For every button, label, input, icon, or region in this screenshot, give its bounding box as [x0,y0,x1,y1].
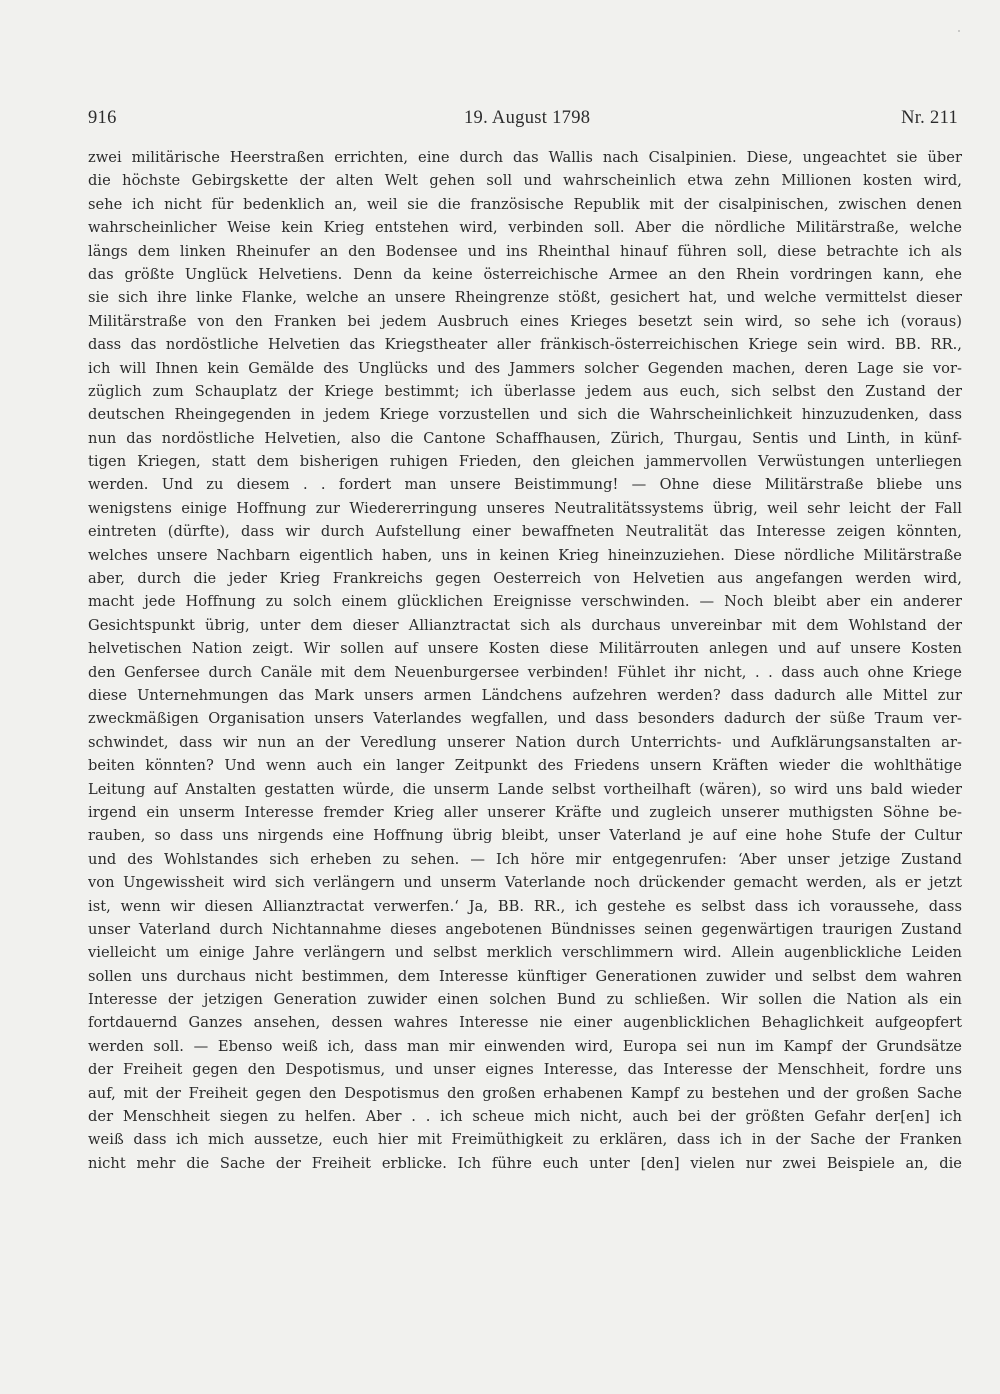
text-line: welches unsere Nachbarn eigentlich haben, uns in keinen Krieg hineinzuziehen. Diese nördliche Militärstraße [88,546,962,564]
text-line: der Freiheit gegen den Despotismus, und unser eignes Interesse, das Interesse der Menschheit, fordre uns [88,1061,962,1079]
text-line: irgend ein unserm Interesse fremder Krieg aller unserer Kräfte und zugleich unserer muthigsten Söhne be- [88,803,962,821]
text-line: nun das nordöstliche Helvetien, also die Cantone Schaffhausen, Zürich, Thurgau, Sentis und Linth, in künf- [88,429,962,447]
text-line: Leitung auf Anstalten gestatten würde, die unserm Lande selbst vortheilhaft (wären), so wird uns bald wieder [88,780,962,798]
header-date: 19. August 1798 [464,108,591,128]
text-line: ich will Ihnen kein Gemälde des Unglücks und des Jammers solcher Gegenden machen, deren Lage sie vor- [88,359,962,377]
text-line: eintreten (dürfte), dass wir durch Aufstellung einer bewaffneten Neutralität das Interesse zeigen könnten, [88,523,962,541]
body-text [88,146,962,1175]
text-line: dass das nordöstliche Helvetien das Kriegstheater aller fränkisch-österreichischen Kriege sein wird. BB. RR., [88,336,962,354]
text-line: der Menschheit siegen zu helfen. Aber . . ich scheue mich nicht, auch bei der größten Gefahr der[en] ich [88,1108,962,1126]
text-line: Militärstraße von den Franken bei jedem Ausbruch eines Krieges besetzt sein wird, so sehe ich (voraus) [88,312,962,330]
text-line: schwindet, dass wir nun an der Veredlung unserer Nation durch Unterrichts- und Aufklärungsanstalten ar- [88,733,962,751]
text-line: züglich zum Schauplatz der Kriege bestimmt; ich überlasse jedem aus euch, sich selbst den Zustand der [88,382,962,400]
text-line: helvetischen Nation zeigt. Wir sollen auf unsere Kosten diese Militärrouten anlegen und auf unsere Kosten [88,640,962,658]
text-line: das größte Unglück Helvetiens. Denn da keine österreichische Armee an den Rhein vordringen kann, ehe [88,265,962,283]
text-line: sehe ich nicht für bedenklich an, weil sie die französische Republik mit der cisalpinischen, zwischen denen [88,195,962,213]
text-line: nicht mehr die Sache der Freiheit erblicke. Ich führe euch unter [den] vielen nur zwei Beispiele an, die [88,1154,962,1172]
text-line: weiß dass ich mich aussetze, euch hier mit Freimüthigkeit zu erklären, dass ich in der Sache der Franken [88,1131,962,1149]
text-line: den Genfersee durch Canäle mit dem Neuenburgersee verbinden! Fühlet ihr nicht, . . dass auch ohne Kriege [88,663,962,681]
text-line: fortdauernd Ganzes ansehen, dessen wahres Interesse nie einer augenblicklichen Behaglichkeit aufgeopfert [88,1014,962,1032]
text-line: Interesse der jetzigen Generation zuwider einen solchen Bund zu schließen. Wir sollen die Nation als ein [88,991,962,1009]
text-line: sollen uns durchaus nicht bestimmen, dem Interesse künftiger Generationen zuwider und selbst dem wahren [88,967,962,985]
text-line: sie sich ihre linke Flanke, welche an unsere Rheingrenze stößt, gesichert hat, und welche vermittelst dieser [88,289,962,307]
text-line: von Ungewissheit wird sich verlängern und unserm Vaterlande noch drückender gemacht werden, als er jetzt [88,874,962,892]
page-number: 916 [88,108,117,128]
text-line: vielleicht um einige Jahre verlängern und selbst merklich verschlimmern wird. Allein augenblickliche Leiden [88,944,962,962]
text-line: wahrscheinlicher Weise kein Krieg entstehen wird, verbinden soll. Aber die nördliche Militärstraße, welche [88,219,962,237]
text-line: wenigstens einige Hoffnung zur Wiedererringung unseres Neutralitätssystems übrig, weil sehr leicht der Fall [88,499,962,517]
text-line: Gesichtspunkt übrig, unter dem dieser Allianztractat sich als durchaus unvereinbar mit dem Wohlstand der [88,616,962,634]
text-line: zweckmäßigen Organisation unsers Vaterlandes wegfallen, und dass besonders dadurch der süße Traum ver- [88,710,962,728]
text-line: und des Wohlstandes sich erheben zu sehen. — Ich höre mir entgegenrufen: ‘Aber unser jetzige Zustand [88,850,962,868]
text-line: deutschen Rheingegenden in jedem Kriege vorzustellen und sich die Wahrscheinlichkeit hinzuzudenken, dass [88,406,962,424]
text-line: rauben, so dass uns nirgends eine Hoffnung übrig bleibt, unser Vaterland je auf eine hohe Stufe der Cultur [88,827,962,845]
text-line: werden. Und zu diesem . . fordert man unsere Beistimmung! — Ohne diese Militärstraße bliebe uns [88,476,962,494]
running-header [88,108,958,132]
document-number: Nr. 211 [901,108,958,128]
text-line: diese Unternehmungen das Mark unsers armen Ländchens aufzehren werden? dass dadurch alle Mittel zur [88,686,962,704]
text-line: beiten könnten? Und wenn auch ein langer Zeitpunkt des Friedens unsern Kräften wieder die wohlthätige [88,757,962,775]
text-line: unser Vaterland durch Nichtannahme dieses angebotenen Bündnisses seinen gegenwärtigen traurigen Zustand [88,920,962,938]
text-line: werden soll. — Ebenso weiß ich, dass man mir einwenden wird, Europa sei nun im Kampf der Grundsätze [88,1037,962,1055]
text-line: längs dem linken Rheinufer an den Bodensee und ins Rheinthal hinauf führen soll, diese betrachte ich als [88,242,962,260]
paper-speck [958,30,960,32]
text-line: die höchste Gebirgskette der alten Welt gehen soll und wahrscheinlich etwa zehn Millionen kosten wird, [88,172,962,190]
text-line: zwei militärische Heerstraßen errichten, eine durch das Wallis nach Cisalpinien. Diese, ungeachtet sie über [88,149,962,166]
text-line: macht jede Hoffnung zu solch einem glücklichen Ereignisse verschwinden. — Noch bleibt aber ein anderer [88,593,962,611]
text-line: aber, durch die jeder Krieg Frankreichs gegen Oesterreich von Helvetien aus angefangen werden wird, [88,570,962,588]
text-line: ist, wenn wir diesen Allianztractat verwerfen.‘ Ja, BB. RR., ich gestehe es selbst dass ich voraussehe, dass [88,897,962,915]
text-line: tigen Kriegen, statt dem bisherigen ruhigen Frieden, den gleichen jammervollen Verwüstungen unterliegen [88,453,962,471]
text-line: auf, mit der Freiheit gegen den Despotismus den großen erhabenen Kampf zu bestehen und der großen Sache [88,1084,962,1102]
